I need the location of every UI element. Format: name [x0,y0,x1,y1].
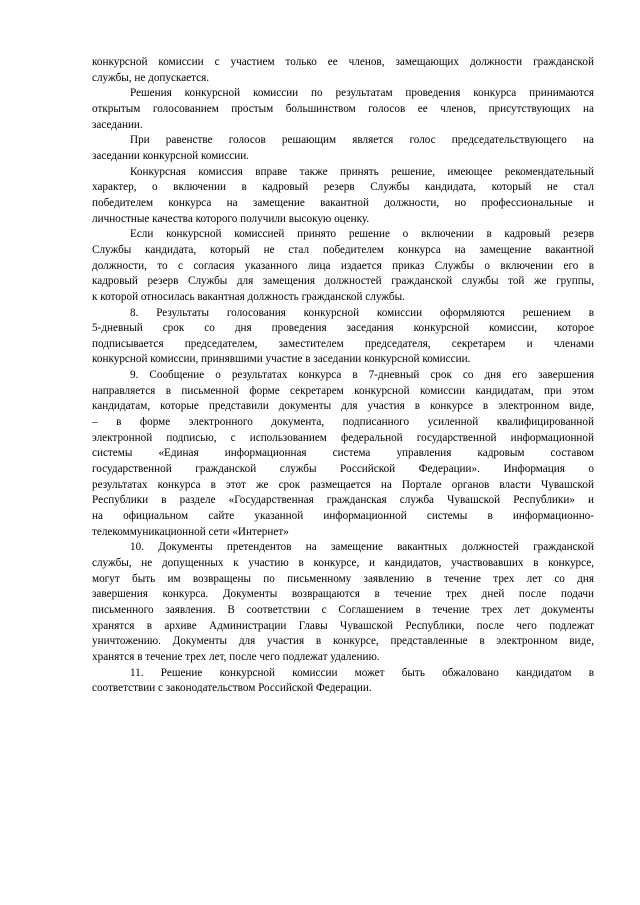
text-line: 10. Документы претендентов на замещение вакантных должностей гражданской [130,541,594,554]
paragraph-5 [92,227,594,305]
text-line: открытым голосованием простым большинством голосов ее членов, присутствующих на [92,102,594,115]
text-line: на официальном сайте указанной информационной системы в информационно- [92,510,594,523]
text-line: Службы кандидата, который не стал победителем конкурса на замещение вакантной [92,243,594,256]
text-line: хранятся в архиве Администрации Главы Чувашской Республики, после чего подлежат [92,619,594,632]
text-line: государственной гражданской службы Российской Федерации». Информация о [92,463,594,476]
paragraph-3 [92,133,594,164]
paragraph-1 [92,55,594,86]
paragraph-2 [92,86,594,133]
text-line: При равенстве голосов решающим является голос председательствующего на [130,134,594,147]
text-line: кадровый резерв Службы для замещения должностей гражданской службы той же группы, [92,275,594,288]
text-line: к которой относилась вакантная должность гражданской службы. [92,290,405,303]
text-line: соответствии с законодательством Российской Федерации. [92,682,372,695]
text-line: Республики в разделе «Государственная гражданская служба Чувашской Республики» и [92,494,594,507]
text-line: завершения конкурса. Документы возвращаются в течение трех дней после подачи [92,588,594,601]
text-line: заседании конкурсной комиссии. [92,149,249,162]
text-line: личностные качества которого получили высокую оценку. [92,212,370,225]
text-line: службы, не допущенных к участию в конкурсе, и кандидатов, участвовавших в конкурсе, [92,557,594,569]
text-line: системы «Единая информационная система управления кадровым составом [92,447,594,460]
paragraph-9 [92,666,594,697]
text-line: победителем конкурса на замещение вакантной должности, но профессиональные и [92,196,594,209]
paragraph-8 [92,540,594,665]
text-line: хранятся в течение трех лет, после чего подлежат удалению. [92,650,380,663]
paragraph-4 [92,165,594,228]
text-line: подписывается председателем, заместителем председателя, секретарем и членами [92,337,594,350]
text-line: должности, то с согласия указанного лица издается приказ Службы о включении его в [92,259,594,272]
text-line: – в форме электронного документа, подписанного усиленной квалифицированной [92,416,594,429]
paragraph-7 [92,368,594,540]
text-line: службы, не допускается. [92,71,210,84]
text-line: направляется в письменной форме секретарем конкурсной комиссии кандидатам, при этом [92,384,594,397]
text-line: заседании. [92,118,143,131]
text-line: характер, о включении в кадровый резерв Службы кандидата, который не стал [92,181,594,194]
text-line: электронной подписью, с использованием федеральной государственной информационной [92,431,594,444]
text-line: могут быть им возвращены по письменному заявлению в течение трех лет со дня [92,572,594,585]
text-line: конкурсной комиссии с участием только ее членов, замещающих должности гражданской [92,56,594,68]
text-line: результатах конкурса в этот же срок размещается на Портале органов власти Чувашской [92,478,594,491]
text-line: 5-дневный срок со дня проведения заседания конкурсной комиссии, которое [92,322,594,335]
text-line: телекоммуникационной сети «Интернет» [92,525,289,538]
text-line: конкурсной комиссии, принявшими участие в заседании конкурсной комиссии. [92,353,471,366]
text-line: 11. Решение конкурсной комиссии может быть обжаловано кандидатом в [130,666,594,679]
text-line: 9. Сообщение о результатах конкурса в 7-дневный срок со дня его завершения [130,369,594,382]
text-line: Если конкурсной комиссией принято решение о включении в кадровый резерв [130,228,594,241]
text-line: кандидатам, которые представили документы для участия в конкурсе в электронном виде, [92,400,594,413]
text-line: Решения конкурсной комиссии по результатам проведения конкурса принимаются [130,87,594,100]
text-line: Конкурсная комиссия вправе также принять решение, имеющее рекомендательный [130,165,594,178]
paragraph-6 [92,306,594,369]
text-line: уничтожению. Документы для участия в конкурсе, представленные в электронном виде, [92,635,594,648]
document-body [92,55,594,697]
text-line: 8. Результаты голосования конкурсной комиссии оформляются решением в [130,306,594,319]
text-line: письменного заявления. В соответствии с Соглашением в течение трех лет документы [92,603,594,616]
